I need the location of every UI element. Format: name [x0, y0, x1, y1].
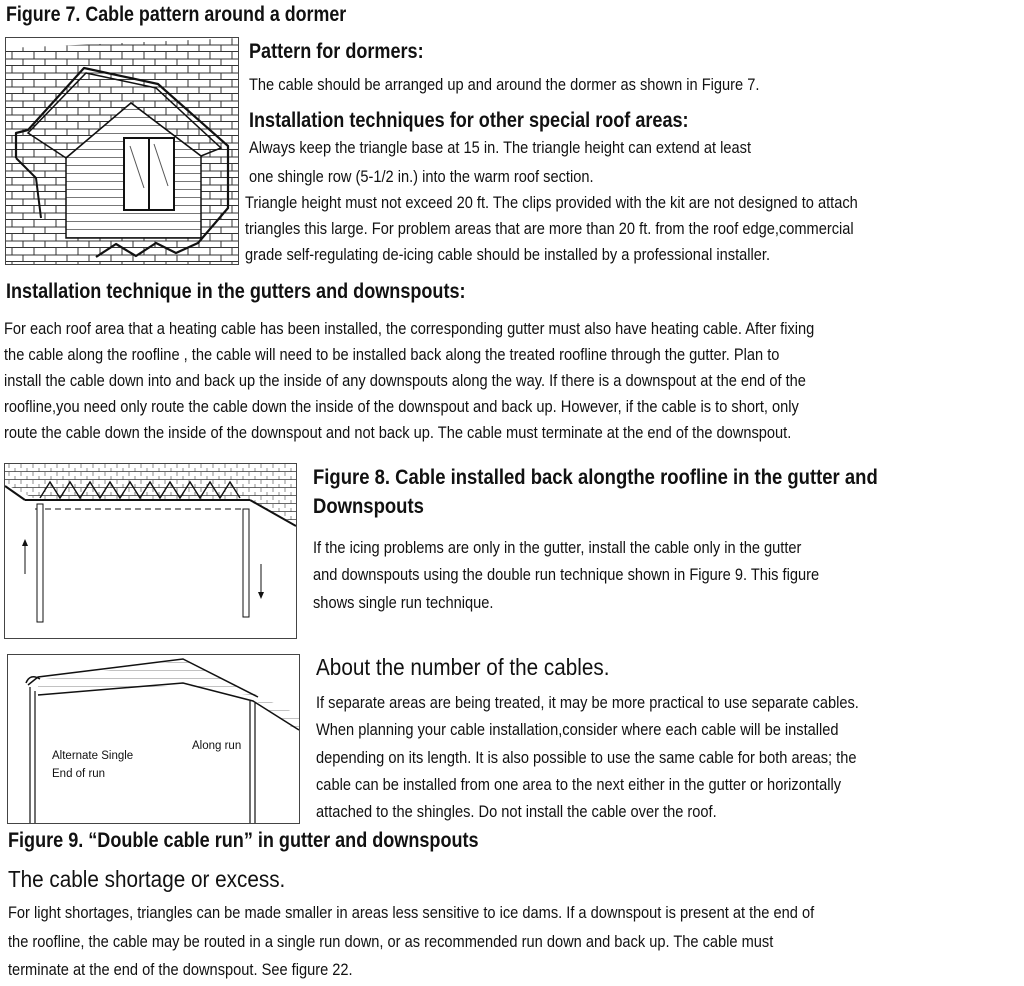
- figure-8-caption-line-2: Downspouts: [313, 495, 424, 518]
- gutters-heading: Installation technique in the gutters and downspouts:: [6, 280, 466, 303]
- figure-9-label-along-run: Along run: [192, 740, 242, 752]
- gutters-line-2: the cable along the roofline , the cable will need to be installed back along the treated roofline through the gutter. Plan to: [4, 345, 780, 364]
- gutters-line-4: roofline,you need only route the cable down the inside of the downspout and back up. However, if the cable is to short, only: [4, 397, 799, 416]
- gutters-line-1: For each roof area that a heating cable has been installed, the corresponding gutter must also have heating cable. After fixing: [4, 319, 815, 338]
- figure-9-label-end-of-run: End of run: [52, 768, 106, 780]
- number-line-2: When planning your cable installation,consider where each cable will be installed: [316, 720, 839, 739]
- shortage-line-3: terminate at the end of the downspout. See figure 22.: [8, 960, 353, 979]
- shortage-line-2: the roofline, the cable may be routed in a single run down, or as recommended run down and back up. The cable must: [8, 932, 774, 951]
- gutters-line-5: route the cable down the inside of the downspout and not back up. The cable must terminate at the end of the downspout.: [4, 423, 792, 442]
- figure-9-caption: Figure 9. “Double cable run” in gutter and downspouts: [8, 829, 479, 852]
- dormers-text: The cable should be arranged up and around the dormer as shown in Figure 7.: [249, 75, 760, 94]
- special-areas-heading: Installation techniques for other special roof areas:: [249, 109, 689, 132]
- special-areas-line-4: triangles this large. For problem areas that are more than 20 ft. from the roof edge,commercial: [245, 219, 854, 238]
- shortage-line-1: For light shortages, triangles can be made smaller in areas less sensitive to ice dams. If a downspout is present at the end of: [8, 903, 815, 922]
- figure-8-text-line-3: shows single run technique.: [313, 593, 494, 612]
- number-line-4: cable can be installed from one area to the next either in the gutter or horizontally: [316, 775, 842, 794]
- number-line-5: attached to the shingles. Do not install the cable over the roof.: [316, 802, 717, 821]
- figure-8-text-line-1: If the icing problems are only in the gutter, install the cable only in the gutter: [313, 538, 802, 557]
- special-areas-line-1: Always keep the triangle base at 15 in. The triangle height can extend at least: [249, 138, 752, 157]
- number-line-3: depending on its length. It is also possible to use the same cable for both areas; the: [316, 748, 857, 767]
- figure-7-dormer-illustration: [5, 37, 239, 265]
- figure-7-caption: Figure 7. Cable pattern around a dormer: [6, 3, 347, 26]
- figure-8-text-line-2: and downspouts using the double run technique shown in Figure 9. This figure: [313, 565, 820, 584]
- figure-9-double-run-illustration: [7, 654, 300, 824]
- number-of-cables-heading: About the number of the cables.: [316, 654, 610, 680]
- shortage-heading: The cable shortage or excess.: [8, 866, 286, 892]
- special-areas-line-3: Triangle height must not exceed 20 ft. The clips provided with the kit are not designed to attach: [245, 193, 858, 212]
- gutters-line-3: install the cable down into and back up the inside of any downspouts along the way. If there is a downspout at the end of the: [4, 371, 806, 390]
- figure-8-caption-line-1: Figure 8. Cable installed back alongthe roofline in the gutter and: [313, 466, 878, 489]
- number-line-1: If separate areas are being treated, it may be more practical to use separate cables.: [316, 693, 859, 712]
- dormers-heading: Pattern for dormers:: [249, 40, 424, 63]
- figure-9-label-alternate: Alternate Single: [52, 750, 134, 762]
- figure-8-gutter-illustration: [4, 463, 297, 639]
- special-areas-line-5: grade self-regulating de-icing cable should be installed by a professional installer.: [245, 245, 771, 264]
- special-areas-line-2: one shingle row (5-1/2 in.) into the warm roof section.: [249, 167, 594, 186]
